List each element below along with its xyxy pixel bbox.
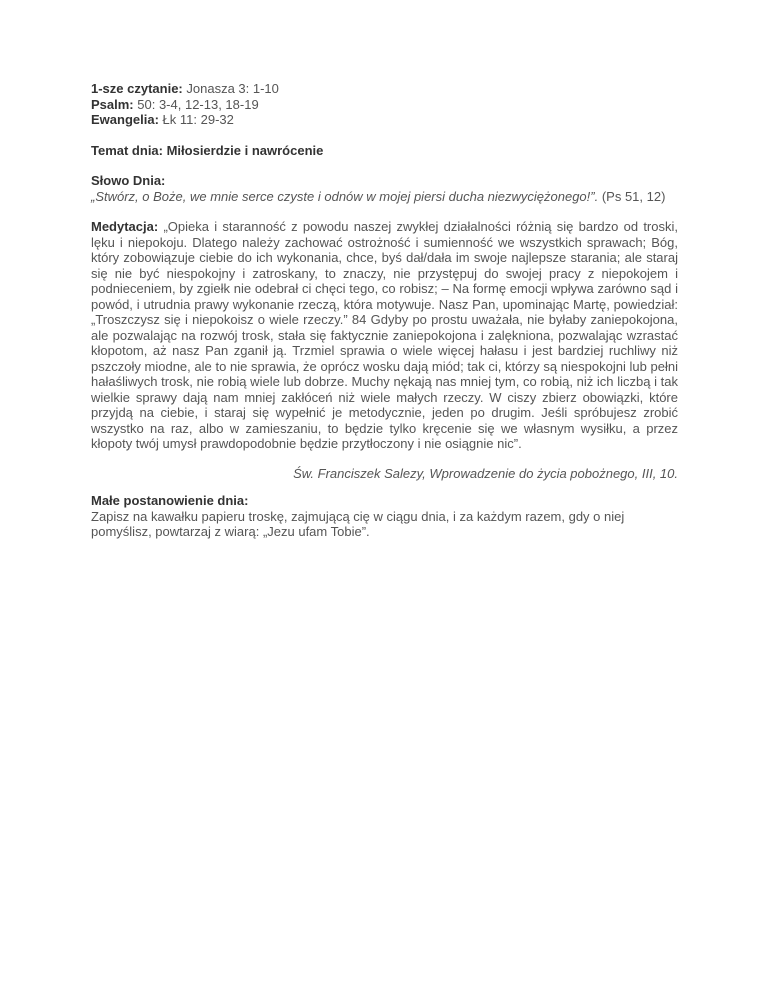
readings-list — [91, 81, 678, 128]
meditation-paragraph — [91, 219, 678, 452]
word-heading: Słowo Dnia: — [91, 173, 166, 188]
reading-gospel-label: Ewangelia: — [91, 112, 159, 127]
reading-psalm — [91, 97, 678, 113]
theme-heading: Temat dnia: Miłosierdzie i nawrócenie — [91, 142, 324, 158]
resolution-section — [91, 493, 678, 540]
resolution-heading: Małe postanowienie dnia: — [91, 493, 249, 508]
reading-gospel — [91, 112, 678, 128]
meditation-label: Medytacja: — [91, 219, 159, 234]
meditation-source: Św. Franciszek Salezy, Wprowadzenie do życia pobożnego, III, 10. — [293, 465, 678, 481]
reading-first-label: 1-sze czytanie: — [91, 81, 183, 96]
meditation-text: „Opieka i staranność z powodu naszej zwykłej działalności różnią się bardzo od troski, lęku i niepokoju. Dlatego należy zachować ostrożność i sumienność we wszystkich sprawach; Bóg, który zobowiązuje ciebie do ich wykonania, chce, byś dał/dała im swoje najlepsze starania; ale staraj się nie być niespokojny i zatroskany, to znaczy, nie przystępuj do swojej pracy z niepokojem i podnieceniem, by zgiełk nie odebrał ci chęci tego, co robisz; – Na formę emocji wpływa zarówno sąd i powód, i utrudnia prawy wykonanie rzeczą, która motywuje. Nasz Pan, upominając Martę, powiedział: „Troszczysz się i niepokoisz o wiele rzeczy.” 84 Gdyby po prostu uważała, nie byłaby zaniepokojona, ale pozwalając na rozwój trosk, stała się faktycznie zaniepokojona i zalękniona, pozwalając wzrastać kłopotom, aż nasz Pan zganił ją. Trzmiel sprawia o wiele więcej hałasu i jest bardziej ruchliwy niż pszczoły miodne, ale to nie sprawia, że oprócz wosku dają miód; tak ci, którzy są niespokojni lub pełni hałaśliwych trosk, nie robią wiele lub dobrze. Muchy nękają nas mniej tym, co robią, niż ich liczbą i tak wielkie sprawy dają nam mniej zakłóceń niż wiele małych rzeczy. W ciszy zbierz obowiązki, które przyjdą na ciebie, i staraj się wypełnić je metodycznie, jeden po drugim. Jeśli spróbujesz zrobić wszystko na raz, albo w zamieszaniu, to będzie tylko kręcenie się we własnym wysiłku, a przez kłopoty twój umysł prawdopodobnie będzie przytłoczony i nie osiągnie nic”. — [91, 219, 678, 451]
reading-psalm-label: Psalm: — [91, 96, 134, 112]
word-section — [91, 173, 678, 204]
word-reference: (Ps 51, 12) — [601, 188, 666, 204]
word-quote: „Stwórz, o Boże, we mnie serce czyste i odnów w mojej piersi ducha niezwyciężonego!”. — [91, 188, 599, 204]
resolution-text: Zapisz na kawałku papieru troskę, zajmującą cię w ciągu dnia, i za każdym razem, gdy o niej pomyślisz, powtarzaj z wiarą: „Jezu ufam Tobie”. — [91, 508, 625, 539]
reading-psalm-value: 50: 3-4, 12-13, 18-19 — [137, 96, 259, 112]
reading-gospel-value: Łk 11: 29-32 — [162, 112, 234, 127]
word-paragraph — [91, 189, 678, 205]
reading-first — [91, 81, 678, 97]
document-page — [91, 81, 678, 540]
reading-first-value: Jonasza 3: 1-10 — [186, 81, 279, 96]
